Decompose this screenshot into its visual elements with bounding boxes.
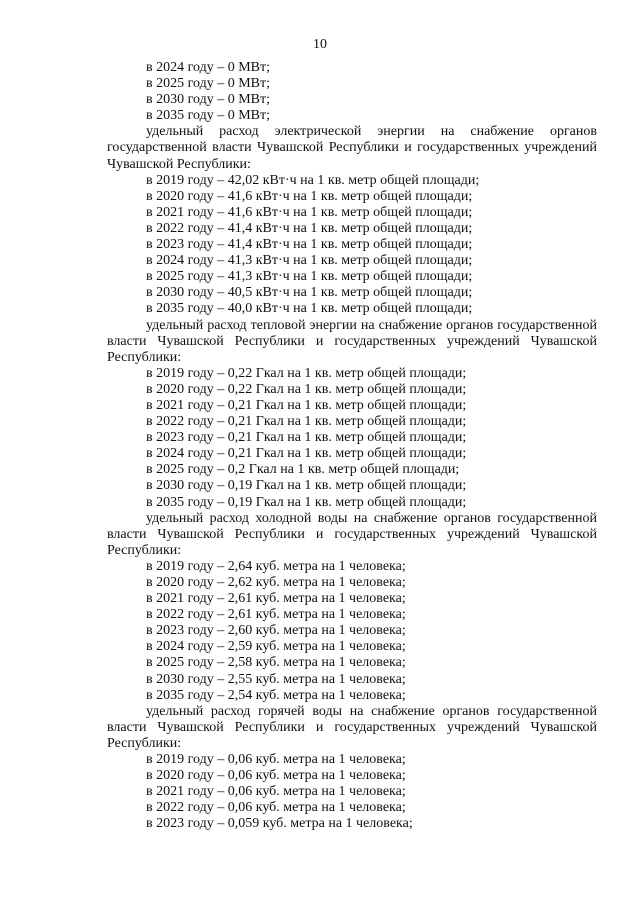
section-paragraph: удельный расход электрической энергии на снабжение органов государственной власти Чувашской Республики и государственных учреждений Чувашской Республики:: [107, 124, 597, 172]
year-value-line: в 2030 году – 40,5 кВт·ч на 1 кв. метр общей площади;: [146, 285, 473, 301]
page-number: 10: [313, 37, 327, 52]
year-value-line: в 2035 году – 0,19 Гкал на 1 кв. метр общей площади;: [146, 494, 467, 510]
year-value-line: в 2030 году – 0,19 Гкал на 1 кв. метр общей площади;: [146, 478, 467, 494]
year-value-line: в 2019 году – 2,64 куб. метра на 1 человека;: [146, 558, 406, 574]
year-value-line: в 2024 году – 0 МВт;: [146, 60, 271, 75]
year-value-line: в 2023 году – 0,059 куб. метра на 1 человека;: [146, 816, 413, 832]
year-value-line: в 2025 году – 2,58 куб. метра на 1 человека;: [146, 655, 406, 671]
section-paragraph: удельный расход холодной воды на снабжение органов государственной власти Чувашской Республики и государственных учреждений Чувашской Республики:: [107, 510, 597, 558]
year-value-line: в 2019 году – 0,06 куб. метра на 1 человека;: [146, 752, 406, 768]
document-body: [107, 60, 597, 833]
year-value-line: в 2024 году – 41,3 кВт·ч на 1 кв. метр общей площади;: [146, 253, 473, 269]
year-value-line: в 2024 году – 2,59 куб. метра на 1 человека;: [146, 639, 406, 655]
year-value-line: в 2024 году – 0,21 Гкал на 1 кв. метр общей площади;: [146, 446, 467, 462]
year-value-line: в 2030 году – 2,55 куб. метра на 1 человека;: [146, 671, 406, 687]
year-value-line: в 2022 году – 0,06 куб. метра на 1 человека;: [146, 800, 406, 816]
year-value-line: в 2020 году – 0,06 куб. метра на 1 человека;: [146, 768, 406, 784]
year-value-line: в 2022 году – 41,4 кВт·ч на 1 кв. метр общей площади;: [146, 220, 473, 236]
year-value-line: в 2020 году – 0,22 Гкал на 1 кв. метр общей площади;: [146, 381, 467, 397]
year-value-line: в 2020 году – 41,6 кВт·ч на 1 кв. метр общей площади;: [146, 188, 473, 204]
year-value-line: в 2023 году – 0,21 Гкал на 1 кв. метр общей площади;: [146, 430, 467, 446]
year-value-line: в 2021 году – 0,06 куб. метра на 1 человека;: [146, 784, 406, 800]
year-value-line: в 2021 году – 41,6 кВт·ч на 1 кв. метр общей площади;: [146, 204, 473, 220]
year-value-line: в 2021 году – 2,61 куб. метра на 1 человека;: [146, 591, 406, 607]
year-value-line: в 2022 году – 2,61 куб. метра на 1 человека;: [146, 607, 406, 623]
year-value-line: в 2023 году – 41,4 кВт·ч на 1 кв. метр общей площади;: [146, 237, 473, 253]
section-paragraph: удельный расход тепловой энергии на снабжение органов государственной власти Чувашской Республики и государственных учреждений Чувашской Республики:: [107, 317, 597, 365]
year-value-line: в 2035 году – 2,54 куб. метра на 1 человека;: [146, 687, 406, 703]
year-value-line: в 2025 году – 0 МВт;: [146, 76, 271, 92]
year-value-line: в 2023 году – 2,60 куб. метра на 1 человека;: [146, 623, 406, 639]
year-value-line: в 2025 году – 41,3 кВт·ч на 1 кв. метр общей площади;: [146, 269, 473, 285]
year-value-line: в 2022 году – 0,21 Гкал на 1 кв. метр общей площади;: [146, 414, 467, 430]
year-value-line: в 2030 году – 0 МВт;: [146, 92, 271, 108]
year-value-line: в 2035 году – 0 МВт;: [146, 108, 271, 124]
section-paragraph: удельный расход горячей воды на снабжение органов государственной власти Чувашской Республики и государственных учреждений Чувашской Республики:: [107, 703, 597, 751]
year-value-line: в 2020 году – 2,62 куб. метра на 1 человека;: [146, 575, 406, 590]
year-value-line: в 2019 году – 0,22 Гкал на 1 кв. метр общей площади;: [146, 365, 467, 381]
year-value-line: в 2025 году – 0,2 Гкал на 1 кв. метр общей площади;: [146, 462, 460, 478]
year-value-line: в 2021 году – 0,21 Гкал на 1 кв. метр общей площади;: [146, 397, 467, 413]
year-value-line: в 2035 году – 40,0 кВт·ч на 1 кв. метр общей площади;: [146, 301, 473, 317]
year-value-line: в 2019 году – 42,02 кВт·ч на 1 кв. метр общей площади;: [146, 172, 480, 188]
